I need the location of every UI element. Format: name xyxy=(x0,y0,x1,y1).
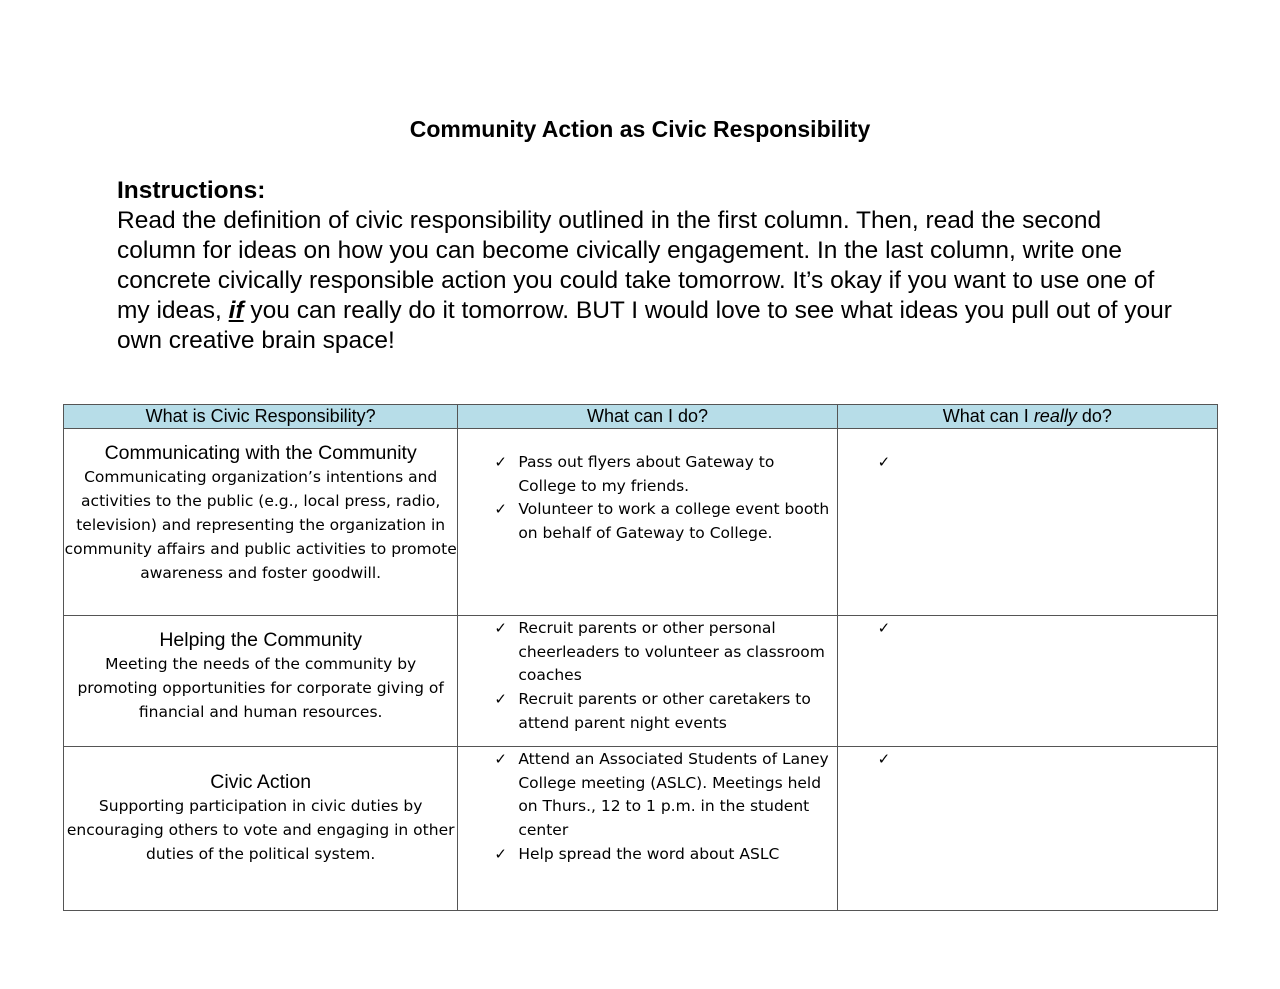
idea-text: Pass out flyers about Gateway to College to my friends. xyxy=(518,453,775,495)
ideas-cell xyxy=(458,616,837,747)
ideas-list xyxy=(458,617,836,736)
idea-item xyxy=(494,617,836,688)
idea-text: Attend an Associated Students of Laney College meeting (ASLC). Meetings held on Thurs., 12 to 1 p.m. in the student center xyxy=(518,750,829,840)
header-col3-part1: What can I xyxy=(942,406,1034,426)
definition-text: Meeting the needs of the community by promoting opportunities for corporate giving of financial and human resources. xyxy=(77,655,444,721)
idea-text: Recruit parents or other caretakers to attend parent night events xyxy=(518,690,811,732)
checkmark-icon: ✓ xyxy=(494,844,507,863)
definition-title: Communicating with the Community xyxy=(104,442,417,464)
document-title: Community Action as Civic Responsibility xyxy=(409,116,871,142)
idea-item xyxy=(494,843,836,867)
definition-cell xyxy=(64,429,458,616)
instructions-block xyxy=(117,176,1177,356)
idea-item xyxy=(494,688,836,735)
ideas-cell xyxy=(458,747,837,911)
idea-item xyxy=(494,451,836,498)
checkmark-icon: ✓ xyxy=(877,620,891,637)
civic-responsibility-table xyxy=(63,404,1218,911)
checkmark-icon: ✓ xyxy=(494,453,507,471)
idea-item xyxy=(494,748,836,843)
definition-title: Helping the Community xyxy=(159,629,362,651)
checkmark-icon: ✓ xyxy=(494,750,507,768)
checkmark-icon: ✓ xyxy=(877,751,891,768)
checkmark-icon: ✓ xyxy=(877,454,891,471)
answer-cell[interactable] xyxy=(837,429,1217,616)
header-what-can-i-really-do xyxy=(837,405,1217,429)
header-col3-emphasis: really xyxy=(1033,406,1077,426)
definition-text: Communicating organization’s intentions and activities to the public (e.g., local press, radio, television) and representing the organization in community affairs and public activities to promote awareness and foster goodwill. xyxy=(64,468,457,582)
ideas-list xyxy=(458,748,836,867)
idea-item xyxy=(494,498,836,545)
checkmark-icon: ✓ xyxy=(494,690,507,709)
instructions-heading: Instructions: xyxy=(117,177,266,204)
header-what-can-i-do: What can I do? xyxy=(458,405,837,429)
instructions-emphasis: if xyxy=(228,297,244,324)
answer-cell[interactable] xyxy=(837,747,1217,911)
header-what-is-civic-responsibility: What is Civic Responsibility? xyxy=(64,405,458,429)
checkmark-icon: ✓ xyxy=(494,500,507,519)
definition-text: Supporting participation in civic duties by encouraging others to vote and engaging in other duties of the political system. xyxy=(66,797,455,863)
ideas-cell xyxy=(458,429,837,616)
definition-cell xyxy=(64,747,458,911)
table-row xyxy=(64,429,1218,616)
ideas-list xyxy=(458,451,836,546)
instructions-text-part2: you can really do it tomorrow. BUT I would love to see what ideas you pull out of your own creative brain space! xyxy=(117,297,1172,354)
table-row xyxy=(64,616,1218,747)
idea-text: Recruit parents or other personal cheerleaders to volunteer as classroom coaches xyxy=(518,619,825,685)
instructions-text xyxy=(117,206,1177,356)
idea-text: Volunteer to work a college event booth on behalf of Gateway to College. xyxy=(518,500,830,543)
header-col3-part2: do? xyxy=(1076,406,1112,426)
table-row xyxy=(64,747,1218,911)
answer-cell[interactable] xyxy=(837,616,1217,747)
checkmark-icon: ✓ xyxy=(494,619,507,637)
idea-text: Help spread the word about ASLC xyxy=(518,844,780,863)
definition-title: Civic Action xyxy=(210,771,312,793)
table-header-row xyxy=(64,405,1218,429)
instructions-text-part1: Read the definition of civic responsibility outlined in the first column. Then, read the second column for ideas on how you can become civically engagement. In the last column, write one concrete civically responsible action you could take tomorrow. It’s okay if you want to use one of my ideas, xyxy=(117,207,1155,324)
definition-cell xyxy=(64,616,458,747)
